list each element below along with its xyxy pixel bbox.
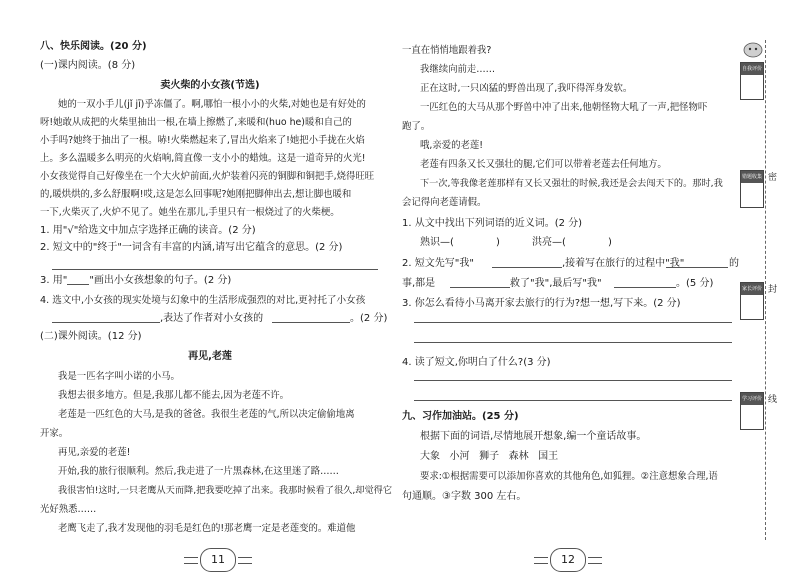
- answer-line[interactable]: [52, 269, 378, 270]
- question-3: 3. 你怎么看待小马离开家去旅行的行为?想一想,写下来。(2 分): [402, 298, 681, 309]
- writing-instruction: 根据下面的词语,尽情地展开想象,编一个童话故事。: [420, 431, 647, 442]
- subsection-extra-reading: (二)课外阅读。(12 分): [40, 331, 142, 342]
- story-line: 呀!她敢从成把的火柴里抽出一根,在墙上擦燃了,来暖和(huo he)暖和自己的: [40, 117, 352, 128]
- question-2-score: 。(5 分): [676, 278, 714, 289]
- story-line: 小手吗?她终于抽出了一根。哧!火柴燃起来了,冒出火焰来了!她把小手拢在火焰: [40, 135, 365, 146]
- story2-line: 我很害怕!这时,一只老鹰从天而降,把我要吃掉了出来。我那时候看了很久,却觉得它: [58, 485, 393, 496]
- question-2: 2. 短文先写"我": [402, 258, 474, 269]
- story2-line: 哦,亲爱的老莲!: [420, 140, 483, 151]
- story2-line: 光好熟悉……: [40, 504, 97, 515]
- question-2-text: 的: [729, 258, 739, 269]
- self-evaluation-box[interactable]: 自我评价: [740, 62, 764, 100]
- writing-requirements: 要求:①根据需要可以添加你喜欢的其他角色,如狐狸。②注意想象合理,语: [420, 471, 718, 482]
- section9-title: 九、习作加油站。(25 分): [402, 411, 519, 422]
- question-1: 1. 从文中找出下列词语的近义词。(2 分): [402, 218, 583, 229]
- page-number: 12: [550, 548, 586, 572]
- story2-line: 我继续向前走……: [420, 64, 496, 75]
- story2-line: 下一次,等我像老莲那样有又长又强壮的时候,我还是会去闯天下的。那时,我: [420, 178, 723, 189]
- story2-line: 开家。: [40, 428, 69, 439]
- answer-blank[interactable]: [492, 267, 562, 268]
- seal-mark: 封: [768, 285, 778, 295]
- writing-requirements: 句通顺。③字数 300 左右。: [402, 491, 527, 502]
- question-4-text: ,表达了作者对小女孩的: [160, 313, 264, 324]
- question-2-text: 事,都是: [402, 278, 436, 289]
- question-3: 3. 用" "画出小女孩想象的句子。(2 分): [40, 275, 232, 286]
- question-2-text: 救了"我",最后写"我": [510, 278, 602, 289]
- answer-line[interactable]: [414, 322, 732, 323]
- story-line: 一下,火柴灭了,火炉不见了。她坐在那儿,手里只有一根烧过了的火柴梗。: [40, 207, 340, 218]
- subsection-in-class-reading: (一)课内阅读。(8 分): [40, 60, 136, 71]
- error-collection-box[interactable]: 错题收集: [740, 170, 764, 208]
- question-4: 4. 选文中,小女孩的现实处境与幻象中的生活形成强烈的对比,更衬托了小女孩: [40, 295, 366, 306]
- story2-line: 一直在悄悄地跟着我?: [402, 45, 492, 56]
- parent-evaluation-box[interactable]: 家长评价: [740, 282, 764, 320]
- story-line: 的,暖烘烘的,多么舒服啊!哎,这是怎么回事呢?她刚把脚伸出去,想让脚也暖和: [40, 189, 352, 200]
- story-line: 她的一双小手儿(jǐ jī)乎冻僵了。啊,哪怕一根小小的火柴,对她也是有好处的: [58, 99, 366, 110]
- story2-line: 一匹红色的大马从那个野兽中冲了出来,他朝怪物大吼了一声,把怪物吓: [420, 102, 708, 113]
- answer-blank[interactable]: [614, 287, 676, 288]
- story2-line: 老鹰飞走了,我才发现他的羽毛是红色的!那老鹰一定是老莲变的。难道他: [58, 523, 356, 534]
- question-2-text: ,接着写在旅行的过程中"我": [562, 258, 685, 269]
- story2-line: 开始,我的旅行很顺利。然后,我走进了一片黑森林,在这里迷了路……: [58, 466, 339, 477]
- writing-keywords: 大象 小河 狮子 森林 国王: [420, 451, 559, 462]
- binding-margin: [740, 0, 800, 585]
- story2-title: 再见,老莲: [188, 351, 232, 362]
- story2-line: 跑了。: [402, 121, 431, 132]
- story2-line: 正在这时,一只凶猛的野兽出现了,我吓得浑身发软。: [420, 83, 633, 94]
- synonym-1-label: 熟识—(: [420, 237, 454, 248]
- story-title: 卖火柴的小女孩(节选): [160, 80, 260, 91]
- mascot-icon: [742, 40, 764, 58]
- section8-title: 八、快乐阅读。(20 分): [40, 41, 147, 52]
- answer-line[interactable]: [414, 400, 732, 401]
- learning-evaluation-box[interactable]: 学习评价: [740, 392, 764, 430]
- answer-blank[interactable]: [272, 322, 350, 323]
- story2-line: 老莲有四条又长又强壮的腿,它们可以带着老莲去任何地方。: [420, 159, 667, 170]
- page-number: 11: [200, 548, 236, 572]
- question-4-score: 。(2 分): [350, 313, 388, 324]
- story2-line: 再见,亲爱的老莲!: [58, 447, 131, 458]
- story-line: 上。多么温暖多么明亮的火焰响,简直像一支小小的蜡烛。这是一道奇异的火光!: [40, 153, 366, 164]
- synonym-2-label: 洪亮—(: [532, 237, 566, 248]
- synonym-2-close: ): [608, 237, 612, 248]
- binding-dashed-line: [765, 40, 766, 540]
- story-line: 小女孩觉得自己好像坐在一个大火炉前面,火炉装着闪亮的铜脚和铜把手,烧得旺旺: [40, 171, 375, 182]
- question-2: 2. 短文中的"终于"一词含有丰富的内涵,请写出它蕴含的意思。(2 分): [40, 242, 343, 253]
- right-page: [392, 0, 740, 585]
- synonym-1-close: ): [496, 237, 500, 248]
- story2-line: 我是一匹名字叫小诺的小马。: [58, 371, 180, 382]
- story2-line: 会记得向老莲请假。: [402, 197, 487, 208]
- answer-line[interactable]: [414, 380, 732, 381]
- seal-mark: 线: [768, 395, 778, 405]
- answer-line[interactable]: [414, 342, 732, 343]
- answer-blank[interactable]: [52, 322, 160, 323]
- story2-line: 老莲是一匹红色的大马,是我的爸爸。我很生老莲的气,所以决定偷偷地离: [58, 409, 355, 420]
- question-4: 4. 读了短文,你明白了什么?(3 分): [402, 357, 551, 368]
- left-page: [0, 0, 392, 585]
- seal-mark: 密: [768, 173, 778, 183]
- story2-line: 我想去很多地方。但是,我那儿都不能去,因为老莲不许。: [58, 390, 289, 401]
- question-1: 1. 用"√"给选文中加点字选择正确的读音。(2 分): [40, 225, 256, 236]
- answer-blank[interactable]: [450, 287, 510, 288]
- answer-blank[interactable]: [666, 267, 728, 268]
